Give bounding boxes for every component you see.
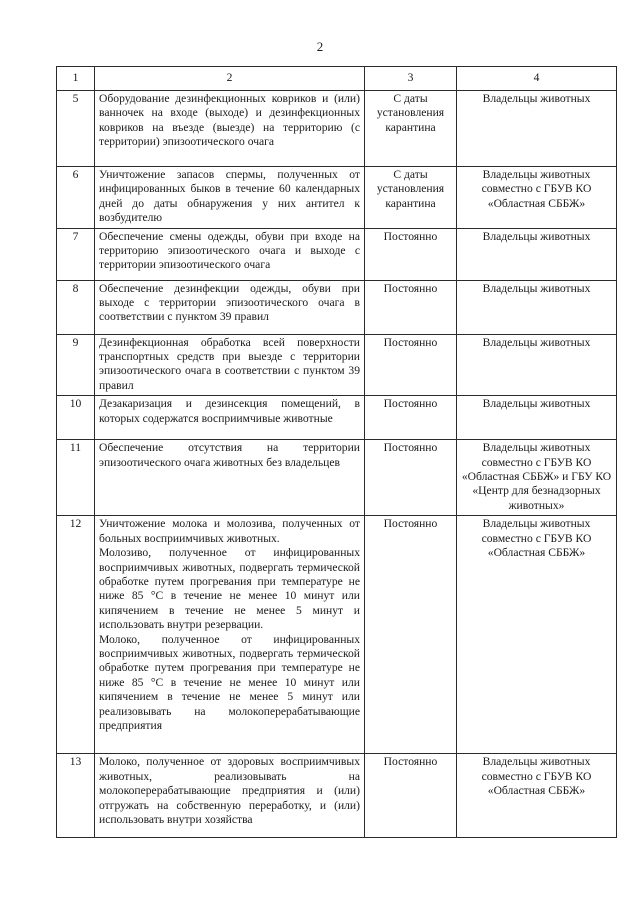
- measure-text: Обеспечение дезинфекции одежды, обуви при выходе с территории эпизоотического очага в соответствии с пунктом 39 правил: [99, 281, 360, 324]
- table-row: [57, 167, 617, 229]
- measure-text: Уничтожение запасов спермы, полученных от инфицированных быков в течение 60 календарных дней до даты обнаружения у них антител к возбудителю: [99, 168, 360, 225]
- row-number: 12: [57, 516, 95, 754]
- row-number: 11: [57, 440, 95, 516]
- row-number: 10: [57, 396, 95, 440]
- measure-cell: [95, 228, 365, 280]
- table-row: [57, 280, 617, 334]
- responsible-cell: Владельцы животных: [457, 280, 617, 334]
- row-number: 6: [57, 167, 95, 229]
- header-col-4: 4: [457, 67, 617, 91]
- table-row: [57, 440, 617, 516]
- row-number: 5: [57, 91, 95, 167]
- table-header-row: [57, 67, 617, 91]
- header-col-2: 2: [95, 67, 365, 91]
- responsible-cell: Владельцы животных совместно с ГБУВ КО «Областная СББЖ» и ГБУ КО «Центр для безнадзорных животных»: [457, 440, 617, 516]
- measure-cell: [95, 280, 365, 334]
- measure-cell: [95, 91, 365, 167]
- responsible-cell: Владельцы животных: [457, 334, 617, 396]
- responsible-cell: Владельцы животных: [457, 228, 617, 280]
- row-number: 9: [57, 334, 95, 396]
- term-cell: Постоянно: [365, 280, 457, 334]
- measure-cell: [95, 754, 365, 838]
- table-row: [57, 91, 617, 167]
- measure-cell: [95, 396, 365, 440]
- table-row: [57, 396, 617, 440]
- measure-text: Обеспечение смены одежды, обуви при входе на территорию эпизоотического очага и выходе с территории эпизоотического очага: [99, 229, 360, 272]
- measure-cell: [95, 334, 365, 396]
- measure-text: Молоко, полученное от инфицированных восприимчивых животных, подвергать термической обработке путем прогревания при температуре не ниже 85 °С в течение не менее 10 минут или кипячением в течение не менее 5 минут или реализовывать на молокоперерабатывающие предприятия: [99, 632, 360, 732]
- term-cell: Постоянно: [365, 516, 457, 754]
- measure-cell: [95, 516, 365, 754]
- term-cell: С даты установления карантина: [365, 91, 457, 167]
- measure-text: Уничтожение молока и молозива, полученных от больных восприимчивых животных.: [99, 517, 360, 545]
- term-cell: Постоянно: [365, 396, 457, 440]
- table-row: [57, 516, 617, 754]
- table-row: [57, 754, 617, 838]
- responsible-cell: Владельцы животных совместно с ГБУВ КО «Областная СББЖ»: [457, 167, 617, 229]
- row-number: 13: [57, 754, 95, 838]
- term-cell: Постоянно: [365, 754, 457, 838]
- measure-text: Молоко, полученное от здоровых восприимчивых животных, реализовывать на молокоперерабатывающие предприятия и (или) отгружать на собственную переработку, и (или) использовать внутри хозяйства: [99, 755, 360, 826]
- table-row: [57, 334, 617, 396]
- term-cell: Постоянно: [365, 334, 457, 396]
- header-col-3: 3: [365, 67, 457, 91]
- measure-text: Молозиво, полученное от инфицированных восприимчивых животных, подвергать термической обработке путем прогревания при температуре не ниже 85 °С в течение не менее 10 минут или кипячением в течение не менее 5 минут и использовать внутри резервации.: [99, 546, 360, 632]
- measure-cell: [95, 440, 365, 516]
- responsible-cell: Владельцы животных совместно с ГБУВ КО «Областная СББЖ»: [457, 516, 617, 754]
- measure-text: Оборудование дезинфекционных ковриков и (или) ванночек на входе (выходе) и дезинфекционных ковриков на въезде (выезде) на территорию (с территории) эпизоотического очага: [99, 92, 360, 149]
- page-number: 2: [316, 39, 324, 54]
- header-col-1: 1: [57, 67, 95, 91]
- row-number: 7: [57, 228, 95, 280]
- row-number: 8: [57, 280, 95, 334]
- table-row: [57, 228, 617, 280]
- responsible-cell: Владельцы животных совместно с ГБУВ КО «Областная СББЖ»: [457, 754, 617, 838]
- responsible-cell: Владельцы животных: [457, 396, 617, 440]
- term-cell: Постоянно: [365, 440, 457, 516]
- measure-text: Обеспечение отсутствия на территории эпизоотического очага животных без владельцев: [99, 441, 360, 469]
- term-cell: С даты установления карантина: [365, 167, 457, 229]
- measure-text: Дезинфекционная обработка всей поверхности транспортных средств при выезде с территории эпизоотического очага в соответствии с пунктом 39 правил: [99, 335, 360, 392]
- responsible-cell: Владельцы животных: [457, 91, 617, 167]
- measures-table-body: [57, 67, 617, 838]
- term-cell: Постоянно: [365, 228, 457, 280]
- measures-table: [56, 66, 617, 838]
- measure-text: Дезакаризация и дезинсекция помещений, в которых содержатся восприимчивые животные: [99, 397, 360, 425]
- measure-cell: [95, 167, 365, 229]
